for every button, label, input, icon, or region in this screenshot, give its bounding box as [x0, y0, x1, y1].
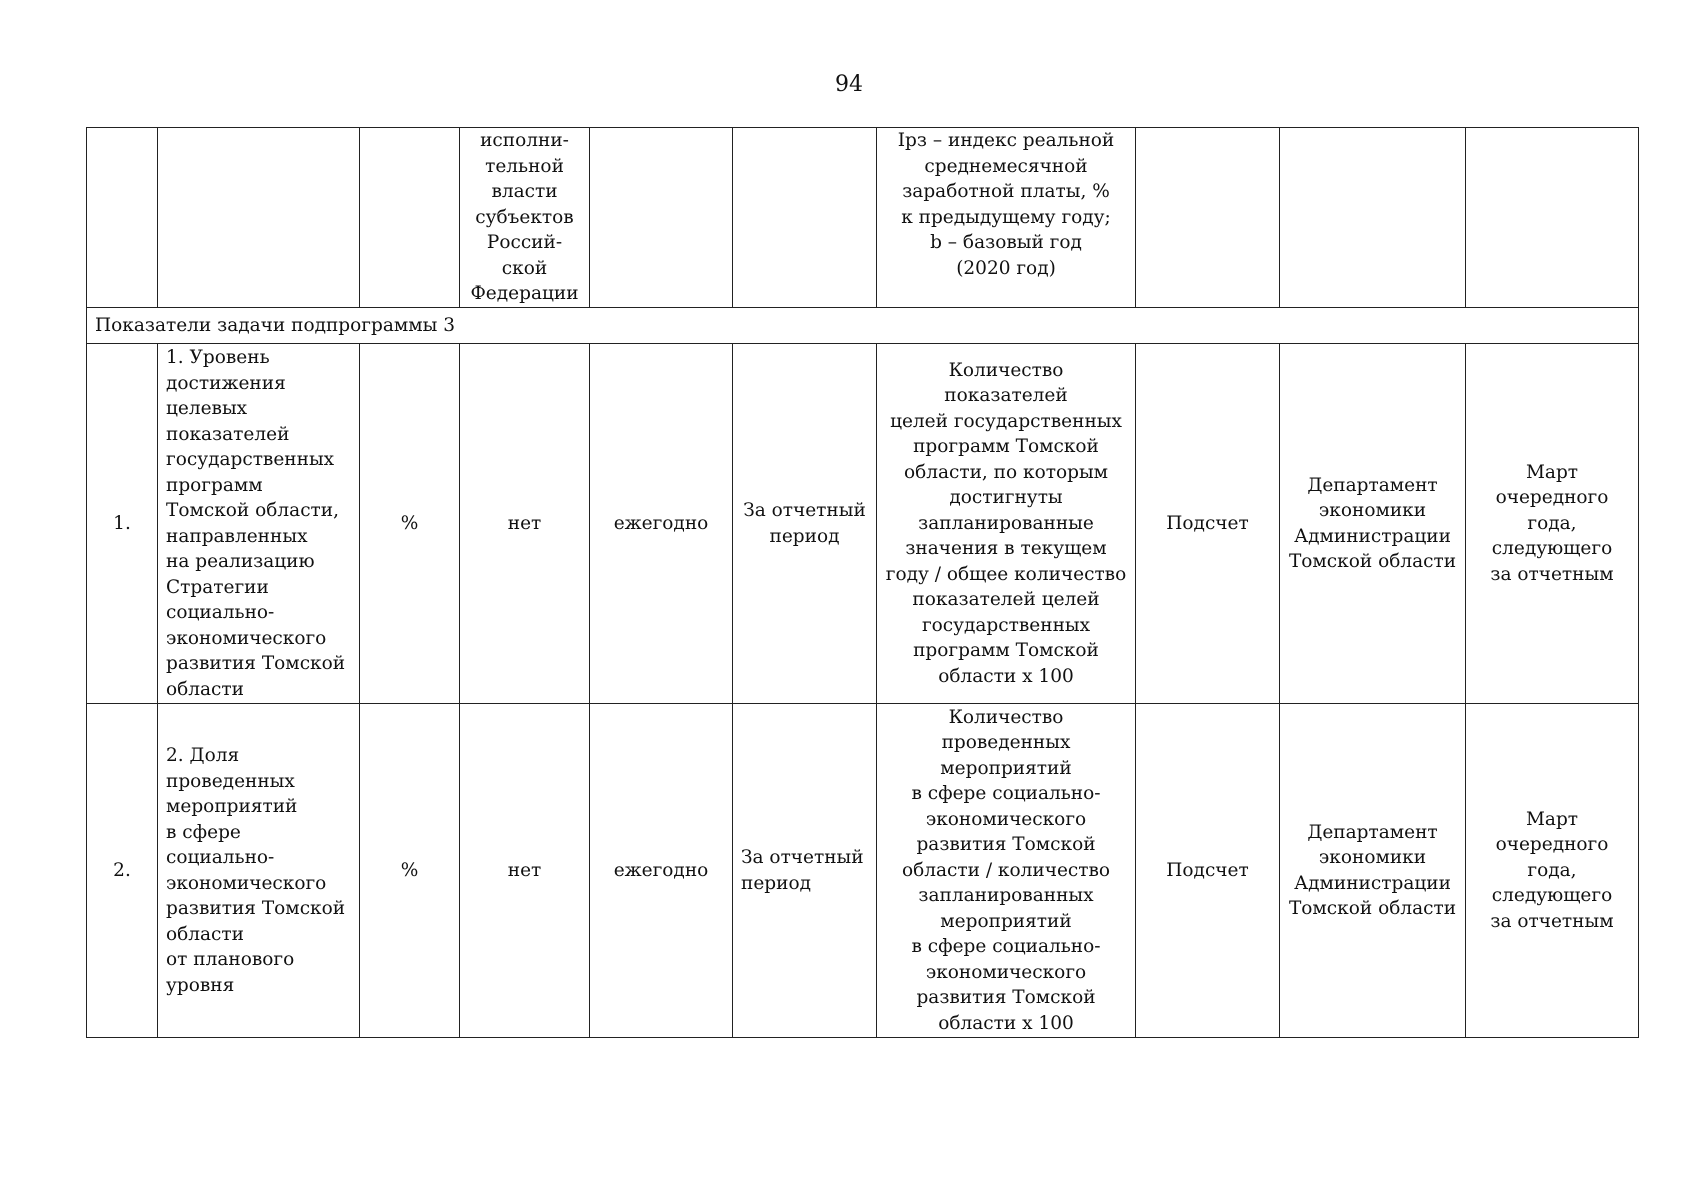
deadline-cell: Март очередного года, следующего за отчетным: [1466, 704, 1639, 1038]
table-cell: исполни- тельной власти субъектов Россий- ской Федерации: [460, 128, 590, 308]
table-cell: [158, 128, 360, 308]
table-cell: [733, 128, 877, 308]
formula-cell: Количество проведенных мероприятий в сфере социально- экономического развития Томской области / количество запланированных мероприятий в сфере социально- экономического развития Томской области х 100: [877, 704, 1136, 1038]
period-cell: За отчетный период: [733, 344, 877, 704]
table-cell: [360, 128, 460, 308]
continuation-row: [87, 128, 1639, 308]
formula-cell: Количество показателей целей государственных программ Томской области, по которым достигнуты запланированные значения в текущем году / общее количество показателей целей государственных программ Томской области х 100: [877, 344, 1136, 704]
page-number: 94: [835, 72, 863, 97]
method-cell: Подсчет: [1136, 704, 1280, 1038]
table-cell: [590, 128, 733, 308]
indicator-name: 1. Уровень достижения целевых показателей государственных программ Томской области, направленных на реализацию Стратегии социально- экономического развития Томской области: [158, 344, 360, 704]
row-number: 1.: [87, 344, 158, 704]
table-cell: [1136, 128, 1280, 308]
unit-cell: %: [360, 704, 460, 1038]
responsible-cell: Департамент экономики Администрации Томской области: [1280, 704, 1466, 1038]
indicators-table: [86, 127, 1639, 1038]
table-cell: [87, 128, 158, 308]
indicator-name: 2. Доля проведенных мероприятий в сфере социально- экономического развития Томской области от планового уровня: [158, 704, 360, 1038]
flag-cell: нет: [460, 704, 590, 1038]
table-cell: [1280, 128, 1466, 308]
frequency-cell: ежегодно: [590, 344, 733, 704]
table-row: [87, 704, 1639, 1038]
flag-cell: нет: [460, 344, 590, 704]
frequency-cell: ежегодно: [590, 704, 733, 1038]
table-cell: Ipз – индекс реальной среднемесячной заработной платы, % к предыдущему году; b – базовый год (2020 год): [877, 128, 1136, 308]
section-header-row: [87, 308, 1639, 344]
deadline-cell: Март очередного года, следующего за отчетным: [1466, 344, 1639, 704]
row-number: 2.: [87, 704, 158, 1038]
table-cell: [1466, 128, 1639, 308]
table-row: [87, 344, 1639, 704]
unit-cell: %: [360, 344, 460, 704]
responsible-cell: Департамент экономики Администрации Томской области: [1280, 344, 1466, 704]
period-cell: За отчетный период: [733, 704, 877, 1038]
section-header: Показатели задачи подпрограммы 3: [87, 308, 1639, 344]
method-cell: Подсчет: [1136, 344, 1280, 704]
